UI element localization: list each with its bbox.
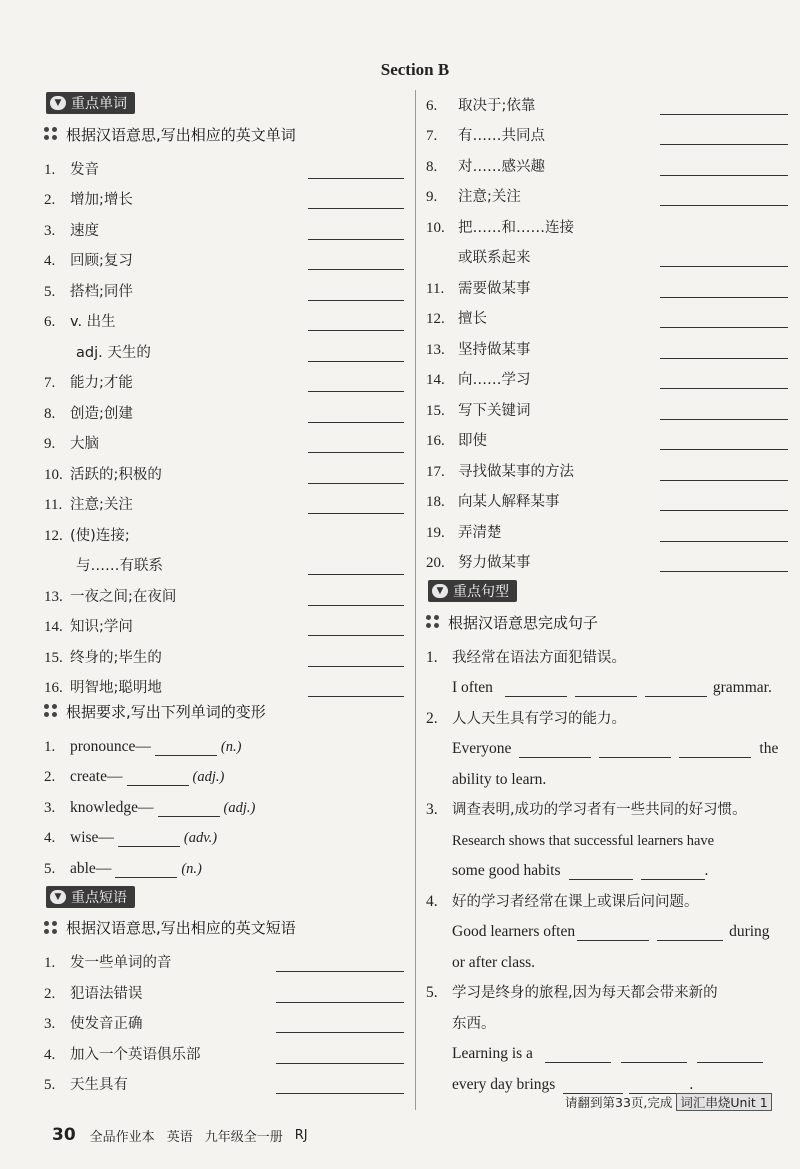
- sentence-chinese: 东西。: [452, 1015, 496, 1032]
- answer-blank[interactable]: [308, 466, 404, 484]
- list-item: [44, 847, 404, 878]
- list-item: [44, 1064, 404, 1095]
- sentence-4: [426, 880, 788, 972]
- answer-blank[interactable]: [308, 649, 404, 667]
- answer-blank[interactable]: [629, 1078, 689, 1094]
- list-item: [426, 237, 788, 268]
- book-title: 全品作业本: [89, 1129, 155, 1145]
- list-item: [426, 176, 788, 207]
- list-item: [426, 145, 788, 176]
- edition: RJ: [294, 1127, 308, 1143]
- chevron-down-icon: ▼: [50, 890, 66, 904]
- item-number: 2.: [44, 769, 56, 785]
- sentence-english: Good learners often: [452, 923, 576, 940]
- answer-blank[interactable]: [308, 191, 404, 209]
- answer-blank[interactable]: [276, 1015, 404, 1033]
- item-number: 16.: [44, 680, 63, 696]
- item-text: 即使: [458, 433, 487, 449]
- answer-blank[interactable]: [660, 463, 788, 481]
- page-footer: [52, 1125, 320, 1145]
- sentence-english: ability to learn.: [452, 770, 547, 788]
- part-of-speech: (adv.): [183, 830, 218, 846]
- item-text: 取决于;依靠: [458, 97, 536, 114]
- item-text: 终身的;毕生的: [70, 649, 162, 666]
- item-text: 注意;关注: [70, 497, 133, 513]
- list-item: [44, 209, 404, 240]
- item-number: 18.: [426, 494, 445, 510]
- answer-blank[interactable]: [308, 557, 404, 575]
- page-number: 30: [52, 1125, 76, 1145]
- answer-blank[interactable]: [660, 341, 788, 359]
- key-words-tag: [46, 92, 135, 114]
- list-item: [426, 298, 788, 329]
- list-item: [44, 756, 404, 787]
- item-text: 向……学习: [458, 372, 531, 388]
- forms-list: [44, 725, 404, 878]
- hint-text: 请翻到第33页,完成: [565, 1095, 673, 1110]
- answer-blank[interactable]: [505, 681, 567, 697]
- bullet-dots-icon: [426, 615, 440, 629]
- list-item: [44, 453, 404, 484]
- answer-blank[interactable]: [276, 1046, 404, 1064]
- instruction-phrases: [44, 914, 404, 942]
- answer-blank[interactable]: [127, 770, 189, 786]
- list-item: [44, 1003, 404, 1034]
- answer-blank[interactable]: [308, 435, 404, 453]
- item-number: 10.: [44, 466, 63, 483]
- answer-blank[interactable]: [308, 313, 404, 331]
- sentence-english: Research shows that successful learners have: [452, 832, 715, 849]
- sentence-english: I often: [452, 679, 493, 696]
- list-item: [44, 514, 404, 545]
- base-word: knowledge—: [70, 798, 154, 816]
- list-item: [44, 817, 404, 848]
- item-text: (使)连接;: [70, 527, 130, 544]
- list-item: [426, 542, 788, 573]
- sentence-chinese: 好的学习者经常在课上或课后问问题。: [452, 893, 699, 910]
- list-item: [44, 786, 404, 817]
- item-text: 知识;学问: [70, 619, 133, 635]
- item-number: 11.: [44, 497, 63, 513]
- item-text: 加入一个英语俱乐部: [70, 1046, 201, 1063]
- list-item: [44, 392, 404, 423]
- item-number: 12.: [44, 527, 63, 544]
- item-number: 4.: [44, 1046, 56, 1063]
- item-number: 3.: [44, 222, 56, 239]
- answer-blank[interactable]: [660, 97, 788, 115]
- sentence-1: [426, 636, 788, 697]
- subject: 英语: [166, 1129, 193, 1145]
- item-number: 6.: [426, 97, 438, 114]
- list-item: [426, 481, 788, 512]
- list-item: [426, 420, 788, 451]
- list-item: [44, 331, 404, 362]
- item-text: 回顾;复习: [70, 253, 133, 269]
- answer-blank[interactable]: [308, 252, 404, 270]
- item-text: 创造;创建: [70, 405, 133, 422]
- chevron-down-icon: ▼: [50, 96, 66, 110]
- item-number: 4.: [44, 253, 56, 269]
- answer-blank[interactable]: [641, 864, 705, 880]
- item-number: 15.: [44, 649, 63, 666]
- sentence-chinese: 人人天生具有学习的能力。: [452, 710, 626, 727]
- item-text: 增加;增长: [70, 192, 133, 208]
- sentence-english: .: [689, 1075, 694, 1093]
- item-number: 12.: [426, 311, 445, 327]
- answer-blank[interactable]: [660, 127, 788, 145]
- answer-blank[interactable]: [657, 925, 723, 941]
- list-item: [44, 362, 404, 393]
- list-item: [44, 545, 404, 576]
- sentence-number: 2.: [426, 709, 438, 727]
- sentence-english: Learning is a: [452, 1045, 533, 1062]
- left-column: [44, 88, 404, 1094]
- bullet-dots-icon: [44, 704, 58, 718]
- answer-blank[interactable]: [660, 371, 788, 389]
- sentence-english: .: [704, 862, 709, 879]
- item-number: 7.: [44, 375, 56, 391]
- item-number: 16.: [426, 433, 445, 449]
- list-item: [44, 1033, 404, 1064]
- list-item: [44, 423, 404, 454]
- key-phrases-tag: [46, 886, 135, 908]
- item-text: 发一些单词的音: [70, 955, 172, 971]
- list-item: [426, 359, 788, 390]
- item-text: 把……和……连接: [458, 219, 574, 236]
- answer-blank[interactable]: [660, 310, 788, 328]
- list-item: [44, 575, 404, 606]
- sentence-chinese: 调查表明,成功的学习者有一些共同的好习惯。: [452, 802, 747, 818]
- list-item: [44, 636, 404, 667]
- sentence-english: during: [729, 923, 770, 940]
- item-number: 4.: [44, 830, 56, 846]
- right-column: [426, 84, 788, 1094]
- item-number: 3.: [44, 1016, 56, 1032]
- list-item: [426, 84, 788, 115]
- column-divider: [415, 90, 416, 1110]
- item-number: 14.: [426, 372, 445, 388]
- list-item: [426, 450, 788, 481]
- item-text: 弄清楚: [458, 524, 502, 541]
- item-number: 15.: [426, 402, 445, 419]
- list-item: [44, 942, 404, 973]
- item-number: 11.: [426, 280, 445, 297]
- item-text: 犯语法错误: [70, 985, 143, 1002]
- answer-blank[interactable]: [276, 1076, 404, 1094]
- item-text: 活跃的;积极的: [70, 466, 162, 483]
- answer-blank[interactable]: [660, 280, 788, 298]
- sentence-english: the: [759, 740, 779, 757]
- answer-blank[interactable]: [519, 742, 591, 758]
- list-item: [44, 484, 404, 515]
- list-item: [44, 667, 404, 698]
- answer-blank[interactable]: [660, 402, 788, 420]
- item-number: 5.: [44, 283, 56, 300]
- item-text: v. 出生: [70, 314, 116, 330]
- item-text: 大脑: [70, 436, 99, 452]
- item-number: 14.: [44, 619, 63, 635]
- item-text: 擅长: [458, 311, 487, 327]
- sentence-english: every day brings: [452, 1075, 556, 1093]
- item-text: 寻找做某事的方法: [458, 463, 574, 480]
- answer-blank[interactable]: [115, 862, 177, 878]
- answer-blank[interactable]: [660, 432, 788, 450]
- item-text: 写下关键词: [458, 402, 531, 419]
- key-words-label: 重点单词: [71, 96, 127, 112]
- item-number: 19.: [426, 524, 445, 541]
- sentence-chinese: 学习是终身的旅程,因为每天都会带来新的: [452, 985, 718, 1001]
- list-item: [44, 301, 404, 332]
- answer-blank[interactable]: [645, 681, 707, 697]
- item-text: adj. 天生的: [76, 344, 151, 361]
- part-of-speech: (n.): [181, 860, 202, 877]
- word-list: [44, 148, 404, 697]
- item-number: 9.: [426, 189, 438, 205]
- answer-blank[interactable]: [569, 864, 633, 880]
- answer-blank[interactable]: [660, 158, 788, 176]
- sentence-number: 1.: [426, 648, 438, 666]
- item-number: 2.: [44, 192, 56, 208]
- answer-blank[interactable]: [660, 493, 788, 511]
- answer-blank[interactable]: [308, 374, 404, 392]
- instruction-forms: [44, 697, 404, 725]
- grade: 九年级全一册: [204, 1129, 283, 1145]
- base-word: pronounce—: [70, 737, 151, 755]
- sentence-chinese: 我经常在语法方面犯错误。: [452, 649, 626, 666]
- answer-blank[interactable]: [158, 801, 220, 817]
- list-item: [426, 267, 788, 298]
- item-text: 或联系起来: [458, 250, 531, 266]
- instruction-phrases-text: 根据汉语意思,写出相应的英文短语: [66, 919, 296, 937]
- chevron-down-icon: ▼: [432, 584, 448, 598]
- item-text: 明智地;聪明地: [70, 680, 162, 696]
- item-number: 1.: [44, 955, 56, 971]
- sentence-english: grammar.: [712, 679, 772, 696]
- sentence-number: 5.: [426, 984, 438, 1001]
- item-number: 6.: [44, 314, 56, 330]
- list-item: [44, 270, 404, 301]
- answer-blank[interactable]: [577, 925, 649, 941]
- item-number: 7.: [426, 128, 438, 144]
- answer-blank[interactable]: [308, 679, 404, 697]
- answer-blank[interactable]: [308, 496, 404, 514]
- item-number: 17.: [426, 463, 445, 480]
- item-number: 3.: [44, 799, 56, 816]
- part-of-speech: (adj.): [223, 799, 256, 816]
- list-item: [44, 179, 404, 210]
- sentence-english: or after class.: [452, 953, 536, 971]
- list-item: [44, 725, 404, 756]
- item-text: 能力;才能: [70, 375, 133, 391]
- list-item: [44, 148, 404, 179]
- section-title: Section B: [380, 60, 450, 79]
- item-number: 9.: [44, 436, 56, 452]
- item-number: 20.: [426, 555, 445, 571]
- bullet-dots-icon: [44, 127, 58, 141]
- sentence-english: Everyone: [452, 740, 512, 757]
- instruction-sentences-text: 根据汉语意思完成句子: [448, 613, 599, 632]
- item-text: 搭档;同伴: [70, 283, 133, 300]
- list-item: [44, 972, 404, 1003]
- answer-blank[interactable]: [697, 1047, 763, 1063]
- key-sentences-label: 重点句型: [453, 584, 509, 600]
- hint-box: 词汇串烧Unit 1: [676, 1093, 771, 1111]
- base-word: create—: [70, 768, 123, 785]
- answer-blank[interactable]: [308, 222, 404, 240]
- list-item: [426, 206, 788, 237]
- base-word: wise—: [70, 829, 114, 846]
- instruction-words-text: 根据汉语意思,写出相应的英文单词: [66, 125, 296, 144]
- answer-blank[interactable]: [660, 188, 788, 206]
- answer-blank[interactable]: [660, 524, 788, 542]
- part-of-speech: (n.): [220, 738, 242, 755]
- item-text: 天生具有: [70, 1077, 128, 1093]
- part-of-speech: (adj.): [192, 769, 225, 785]
- item-text: 有……共同点: [458, 128, 545, 144]
- list-item: [44, 606, 404, 637]
- answer-blank[interactable]: [308, 618, 404, 636]
- answer-blank[interactable]: [308, 161, 404, 179]
- sentence-english: some good habits: [452, 862, 561, 879]
- list-item: [426, 389, 788, 420]
- item-number: 2.: [44, 985, 56, 1002]
- answer-blank[interactable]: [276, 985, 404, 1003]
- item-text: 与……有联系: [76, 558, 163, 574]
- item-text: 速度: [70, 222, 99, 239]
- answer-blank[interactable]: [155, 740, 217, 756]
- item-text: 发音: [70, 161, 99, 178]
- answer-blank[interactable]: [575, 681, 637, 697]
- answer-blank[interactable]: [599, 742, 671, 758]
- answer-blank[interactable]: [308, 588, 404, 606]
- item-text: 需要做某事: [458, 280, 531, 297]
- answer-blank[interactable]: [660, 554, 788, 572]
- item-number: 8.: [426, 158, 438, 175]
- answer-blank[interactable]: [118, 831, 180, 847]
- answer-blank[interactable]: [308, 405, 404, 423]
- key-sentences-tag: [428, 580, 517, 602]
- list-item: [426, 511, 788, 542]
- item-number: 13.: [426, 341, 445, 358]
- answer-blank[interactable]: [308, 344, 404, 362]
- item-text: 坚持做某事: [458, 341, 531, 358]
- item-number: 5.: [44, 860, 56, 877]
- item-number: 10.: [426, 219, 445, 236]
- item-number: 5.: [44, 1077, 56, 1093]
- item-text: 对……感兴趣: [458, 158, 545, 175]
- page-hint: [565, 1093, 772, 1111]
- answer-blank[interactable]: [621, 1047, 687, 1063]
- instruction-words: [44, 120, 404, 148]
- phrase-list-left: [44, 942, 404, 1095]
- answer-blank[interactable]: [563, 1078, 623, 1094]
- phrase-list-right: [426, 84, 788, 572]
- item-number: 8.: [44, 405, 56, 422]
- item-text: 努力做某事: [458, 555, 531, 571]
- bullet-dots-icon: [44, 921, 58, 935]
- answer-blank[interactable]: [545, 1047, 611, 1063]
- item-number: 1.: [44, 738, 56, 755]
- sentence-3: [426, 789, 788, 881]
- sentence-number: 4.: [426, 892, 438, 910]
- sentence-2: [426, 697, 788, 789]
- item-text: 注意;关注: [458, 189, 521, 205]
- sentence-number: 3.: [426, 801, 438, 818]
- instruction-forms-text: 根据要求,写出下列单词的变形: [66, 702, 266, 721]
- list-item: [426, 115, 788, 146]
- sentence-5: [426, 972, 788, 1094]
- instruction-sentences: [426, 608, 788, 636]
- base-word: able—: [70, 859, 112, 877]
- key-phrases-label: 重点短语: [71, 889, 127, 906]
- answer-blank[interactable]: [660, 249, 788, 267]
- answer-blank[interactable]: [308, 283, 404, 301]
- answer-blank[interactable]: [679, 742, 751, 758]
- answer-blank[interactable]: [276, 954, 404, 972]
- item-number: 1.: [44, 161, 56, 178]
- list-item: [426, 328, 788, 359]
- item-text: 使发音正确: [70, 1016, 143, 1032]
- item-text: 向某人解释某事: [458, 494, 560, 510]
- item-text: 一夜之间;在夜间: [70, 588, 177, 605]
- list-item: [44, 240, 404, 271]
- item-number: 13.: [44, 588, 63, 605]
